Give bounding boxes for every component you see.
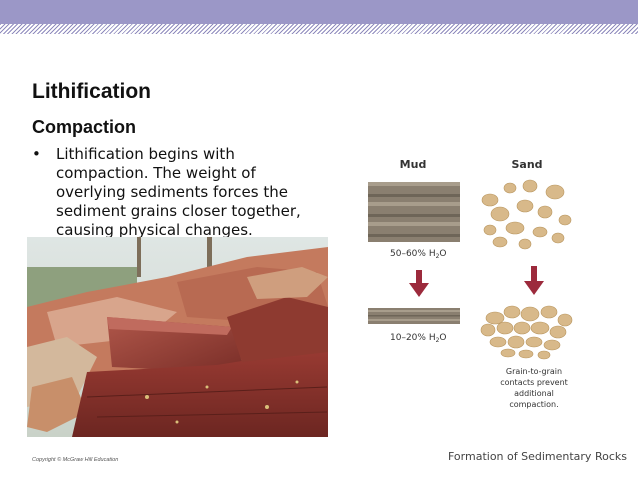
sand-note-line-1: Grain-to-grain [505,367,563,376]
sand-heading: Sand [511,158,543,171]
slide-subtitle: Compaction [32,117,137,137]
footer-section-title: Formation of Sedimentary Rocks [448,450,627,463]
compaction-diagram [360,150,580,420]
mud-compaction-arrow [409,270,429,297]
header-hatch-strip [0,24,638,34]
mud-before-layers [368,182,460,242]
bullet-point [32,145,307,237]
compaction-diagram-svg [360,150,580,420]
mud-heading: Mud [399,158,427,171]
sand-after-grains [481,306,572,359]
bullet-marker: • [32,145,41,163]
sand-note-line-4: compaction. [509,400,559,409]
header-band [0,0,638,24]
rock-photo-illustration [27,237,328,437]
bullet-text: Lithification begins with compaction. The weight of overlying sediments forces the sediment grains closer together, causing physical changes. [56,145,301,237]
mud-after-water: 10–20% $H_2O$ [390,333,447,344]
mud-after-layers [368,308,460,324]
sand-note-line-3: additional [514,389,554,398]
sand-note-line-2: contacts prevent [500,378,568,387]
slide-title: Lithification [32,80,151,103]
sand-compaction-arrow [524,266,544,295]
mud-before-water: 50–60% $H_2O$ [390,249,447,260]
sand-before-grains [482,180,571,249]
rock-photo [27,237,328,437]
copyright-notice: Copyright © McGraw Hill Education [32,457,119,463]
